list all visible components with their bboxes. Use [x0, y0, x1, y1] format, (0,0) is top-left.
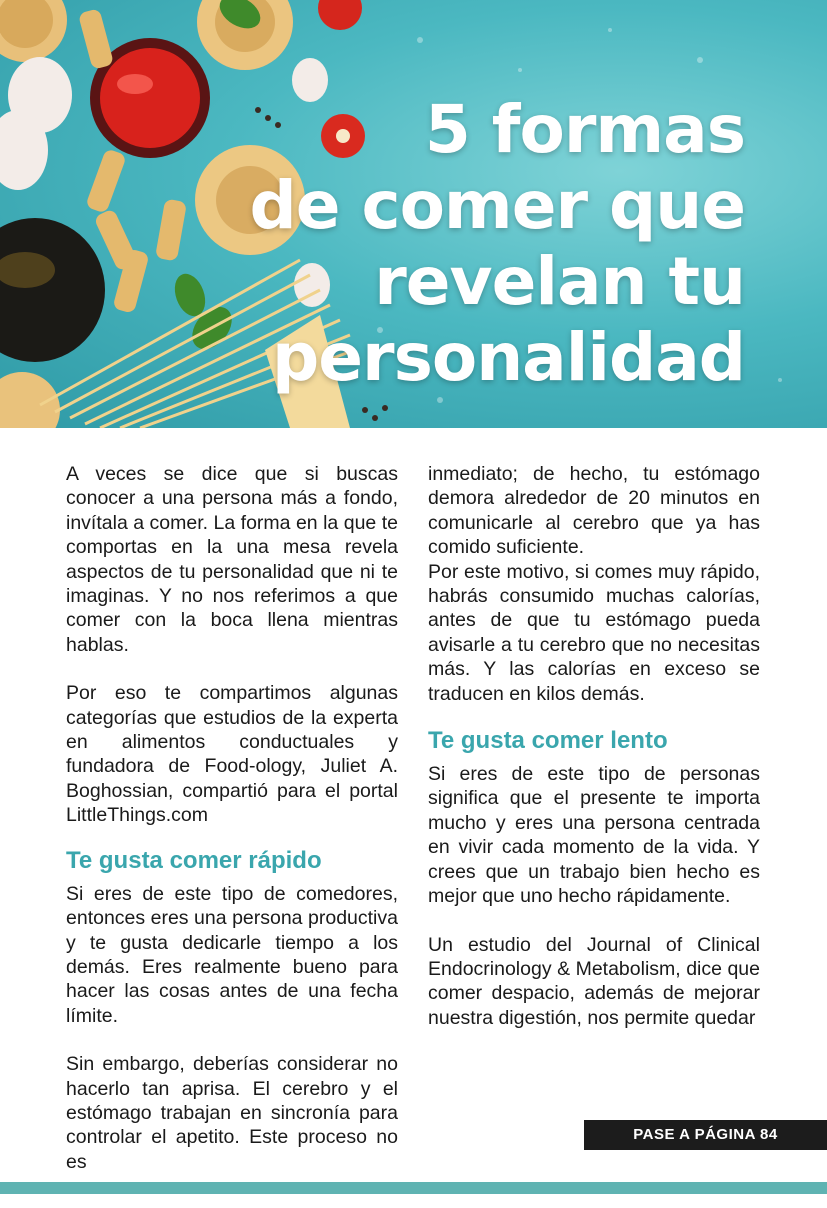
- title-line: revelan tu: [374, 243, 745, 320]
- left-column: [66, 462, 398, 1174]
- title-line: de comer que: [249, 167, 745, 244]
- title-line: 5 formas: [424, 91, 745, 168]
- article-title: [185, 92, 745, 396]
- section-heading-slow: Te gusta comer lento: [428, 727, 668, 755]
- title-line: personalidad: [272, 319, 745, 396]
- sources-paragraph: Por eso te compartimos algunas categorías que estudios de la experta en alimentos conductuales y fundadora de Food-ology, Juliet A. Boghossian, compartió para el portal LittleThings.com: [66, 682, 398, 827]
- right-column: [428, 462, 760, 1030]
- continuation-paragraph: inmediato; de hecho, tu estómago demora alrededor de 20 minutos en comunicarle al cerebro que ya has comido suficiente.: [428, 463, 760, 559]
- hero-banner: [0, 0, 827, 428]
- footer-accent-bar: [0, 1182, 827, 1194]
- fast-paragraph-2: Sin embargo, deberías considerar no hacerlo tan aprisa. El cerebro y el estómago trabajan en sincronía para controlar el apetito. Este proceso no es: [66, 1053, 398, 1173]
- fast-paragraph-1: Si eres de este tipo de comedores, entonces eres una persona productiva y te gusta dedicarle tiempo a los demás. Eres realmente bueno para hacer las cosas antes de una fecha límite.: [66, 882, 398, 1027]
- section-heading-fast: Te gusta comer rápido: [66, 846, 322, 874]
- intro-paragraph: A veces se dice que si buscas conocer a una persona más a fondo, invítala a comer. La forma en la que te comportas en la una mesa revela aspectos de tu personalidad que ni te imaginas. Y no nos referimos a que comer con la boca llena mientras hablas.: [66, 463, 398, 656]
- slow-paragraph-1: Si eres de este tipo de personas significa que el presente te importa mucho y eres una persona centrada en vivir cada momento de la vida. Y crees que un trabajo bien hecho es mejor que uno hecho rápidamente.: [428, 763, 760, 908]
- motive-paragraph: Por este motivo, si comes muy rápido, habrás consumido muchas calorías, antes de que tu estómago pueda avisarle a tu cerebro que no necesitas más. Y las calorías en exceso se traducen en kilos demás.: [428, 560, 760, 705]
- slow-paragraph-2: Un estudio del Journal of Clinical Endocrinology & Metabolism, dice que comer despacio, además de mejorar nuestra digestión, nos permite quedar: [428, 933, 760, 1029]
- continue-page-label: PASE A PÁGINA 84: [584, 1120, 827, 1150]
